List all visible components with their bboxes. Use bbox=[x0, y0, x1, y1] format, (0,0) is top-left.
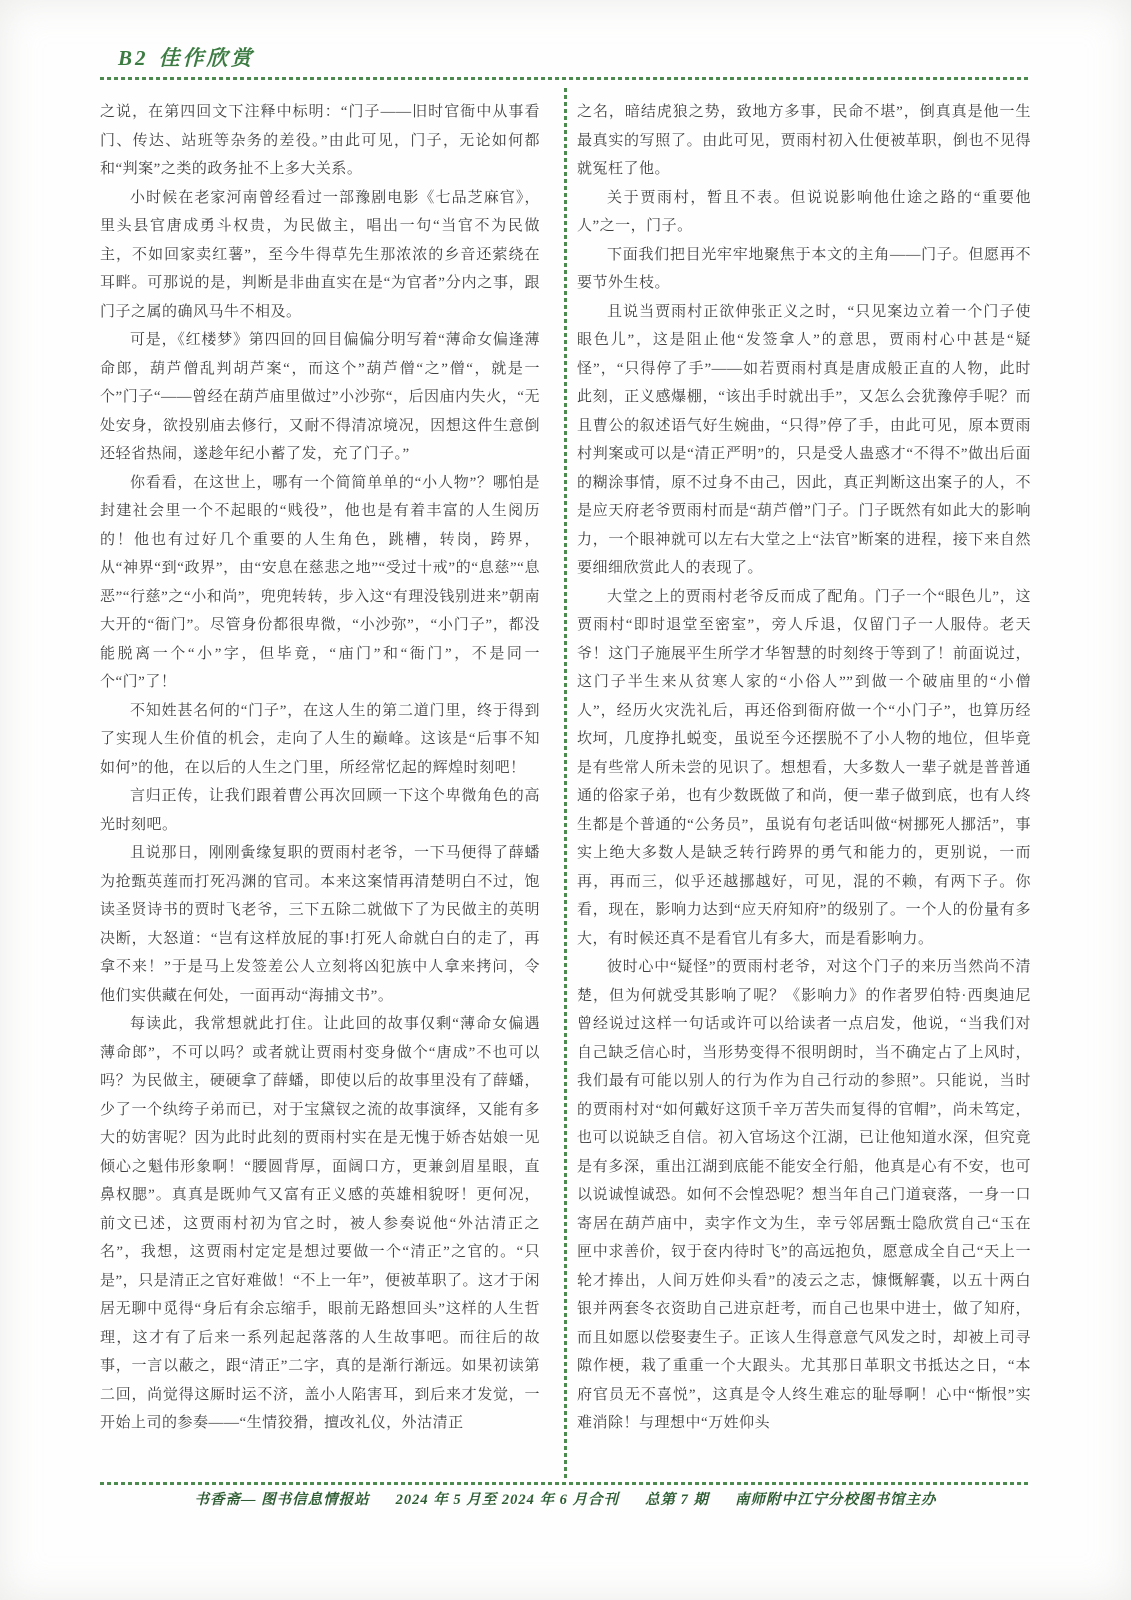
body-paragraph: 之说，在第四回文下注释中标明：“门子——旧时官衙中从事看门、传达、站班等杂务的差役。”由此可见，门子，无论如何都和“判案”之类的政务扯不上多大关系。 bbox=[100, 104, 540, 177]
body-paragraph: 且说那日，刚刚夤缘复职的贾雨村老爷，一下马便得了薛蟠为抢甄英莲而打死冯渊的官司。本来这案情再清楚明白不过，饱读圣贤诗书的贾时飞老爷，三下五除二就做下了为民做主的英明决断，大怒道：“岂有这样放屁的事!打死人命就白白的走了，再拿不来！”于是马上发签差公人立刻将凶犯族中人拿来拷问，令他们实供藏在何处，一面再动“海捕文书”。 bbox=[100, 845, 540, 1004]
footer-segment: 2024 年 5 月至 2024 年 6 月合刊 bbox=[395, 1492, 619, 1508]
body-paragraph: 不知姓甚名何的“门子”，在这人生的第二道门里，终于得到了实现人生价值的机会，走向了人生的巅峰。这该是“后事不知如何”的他，在以后的人生之门里，所经常忆起的辉煌时刻吧！ bbox=[100, 702, 540, 776]
section-title: 佳作欣赏 bbox=[158, 46, 255, 70]
body-paragraph: 之名，暗结虎狼之势，致地方多事，民命不堪”，倒真真是他一生最真实的写照了。由此可见，贾雨村初入仕便被革职，倒也不见得就冤枉了他。 bbox=[577, 104, 1031, 177]
page-footer bbox=[100, 1488, 1031, 1509]
right-column bbox=[577, 98, 1031, 1438]
footer-dotted-rule bbox=[100, 1482, 1031, 1485]
footer-segment: 总第 7 期 bbox=[645, 1492, 709, 1508]
body-paragraph: 每读此，我常想就此打住。让此回的故事仅剩“薄命女偏遇薄命郎”，不可以吗？或者就让贾雨村变身做个“唐成”不也可以吗？为民做主，硬硬拿了薛蟠，即使以后的故事里没有了薛蟠，少了一个纨绔子弟而已，对于宝黛钗之流的故事演绎，又能有多大的妨害呢？因为此时此刻的贾雨村实在是无愧于娇杏姑娘一见倾心之魁伟形象啊！“腰圆背厚，面阔口方，更兼剑眉星眼，直鼻权腮”。真真是既帅气又富有正义感的英雄相貌呀！更何况，前文已述，这贾雨村初为官之时，被人参奏说他“外沽清正之名”，我想，这贾雨村定定是想过要做一个“清正”之官的。“只是”，只是清正之官好难做！“不上一年”，便被革职了。这才于闲居无聊中觅得“身后有余忘缩手，眼前无路想回头”这样的人生哲理，这才有了后来一系列起起落落的人生故事吧。而往后的故事，一言以蔽之，跟“清正”二字，真的是渐行渐远。如果初读第二回，尚觉得这厮时运不济，盖小人陷害耳，到后来才发觉，一开始上司的参奏——“生情狡猾，擅改礼仪，外沽清正 bbox=[100, 1016, 540, 1431]
body-paragraph: 且说当贾雨村正欲伸张正义之时，“只见案边立着一个门子使眼色儿”，这是阻止他“发签拿人”的意思，贾雨村心中甚是“疑怪”，“只得停了手”——如若贾雨村真是唐成般正直的人物，此时此刻，正义感爆棚，“该出手时就出手”，又怎么会犹豫停手呢？而且曹公的叙述语气好生婉曲，“只得”停了手，由此可见，原本贾雨村判案或可以是“清正严明”的，只是受人蛊惑才“不得不”做出后面的糊涂事情，原不过身不由己，因此，真正判断这出案子的人，不是应天府老爷贾雨村而是“葫芦僧”门子。门子既然有如此大的影响力，一个眼神就可以左右大堂之上“法官”断案的进程，接下来自然要细细欣赏此人的表现了。 bbox=[577, 303, 1031, 576]
body-paragraph: 大堂之上的贾雨村老爷反而成了配角。门子一个“眼色儿”，这贾雨村“即时退堂至密室”，旁人斥退，仅留门子一人服侍。老天爷！这门子施展平生所学才华智慧的时刻终于等到了！前面说过，这门子半生来从贫寒人家的“小俗人””到做一个破庙里的“小僧人”，经历火灾洗礼后，再还俗到衙府做一个“小门子”，也算历经坎坷，几度挣扎蜕变，虽说至今还摆脱不了小人物的地位，但毕竟是有些常人所未尝的见识了。想想看，大多数人一辈子就是普普通通的俗家子弟，也有少数既做了和尚，便一辈子做到底，也有人终生都是个普通的“公务员”，虽说有句老话叫做“树挪死人挪活”，事实上绝大多数人是缺乏转行跨界的勇气和能力的，更别说，一而再，再而三，似乎还越挪越好，可见，混的不赖，有两下子。你看，现在，影响力达到“应天府知府”的级别了。一个人的份量有多大，有时候还真不是看官儿有多大，而是看影响力。 bbox=[577, 588, 1031, 947]
page-number-label: B2 bbox=[118, 46, 149, 70]
body-paragraph: 彼时心中“疑怪”的贾雨村老爷，对这个门子的来历当然尚不清楚，但为何就受其影响了呢？《影响力》的作者罗伯特·西奥迪尼曾经说过这样一句话或许可以给读者一点启发，他说，“当我们对自己缺乏信心时，当形势变得不很明朗时，当不确定占了上风时，我们最有可能以别人的行为作为自己行动的参照”。只能说，当时的贾雨村对“如何戴好这顶千辛万苦失而复得的官帽”，尚未笃定，也可以说缺乏自信。初入官场这个江湖，已让他知道水深，但究竟是有多深，重出江湖到底能不能安全行船，他真是心有不安，也可以说诚惶诚恐。如何不会惶恐呢？想当年自己门道衰落，一身一口寄居在葫芦庙中，卖字作文为生，幸亏邻居甄士隐欣赏自己“玉在匣中求善价，钗于奁内待时飞”的高远抱负，愿意成全自己“天上一轮才捧出，人间万姓仰头看”的凌云之志，慷慨解囊，以五十两白银并两套冬衣资助自己进京赶考，而自己也果中进士，做了知府，而且如愿以偿娶妻生子。正该人生得意意气风发之时，却被上司寻隙作梗，栽了重重一个大跟头。尤其那日革职文书抵达之日，“本府官员无不喜悦”，这真是令人终生难忘的耻辱啊！心中“惭恨”实难消除！与理想中“万姓仰头 bbox=[577, 959, 1031, 1431]
left-column bbox=[100, 98, 540, 1438]
footer-segment: 书香斋— 图书信息情报站 bbox=[194, 1492, 370, 1508]
body-paragraph: 你看看，在这世上，哪有一个简简单单的“小人物”？哪怕是封建社会里一个不起眼的“贱役”，他也是有着丰富的人生阅历的！他也有过好几个重要的人生角色，跳槽，转岗，跨界，从“神界“到“政界”，由“安息在慈悲之地”“受过十戒”的“息慈”“息恶”“行慈”之“小和尚”，兜兜转转，步入这“有理没钱别进来”朝南大开的“衙门”。尽管身份都很卑微，“小沙弥”，“小门子”，都没能脱离一个“小”字，但毕竟，“庙门”和“衙门”，不是同一个“门”了！ bbox=[100, 474, 540, 690]
body-paragraph: 言归正传，让我们跟着曹公再次回顾一下这个卑微角色的高光时刻吧。 bbox=[100, 788, 540, 833]
body-paragraph: 小时候在老家河南曾经看过一部豫剧电影《七品芝麻官》，里头县官唐成勇斗权贵，为民做主，唱出一句“当官不为民做主，不如回家卖红薯”，至今牛得草先生那浓浓的乡音还萦绕在耳畔。可那说的是，判断是非曲直实在是“为官者”分内之事，跟门子之属的确风马牛不相及。 bbox=[100, 189, 540, 320]
header-dotted-rule bbox=[100, 77, 1031, 80]
column-divider-rule bbox=[564, 88, 567, 1480]
body-paragraph: 关于贾雨村，暂且不表。但说说影响他仕途之路的“重要他人”之一，门子。 bbox=[577, 189, 1031, 234]
page-header bbox=[118, 42, 255, 72]
body-paragraph: 下面我们把目光牢牢地聚焦于本文的主角——门子。但愿再不要节外生枝。 bbox=[577, 246, 1031, 291]
body-paragraph: 可是，《红楼梦》第四回的回目偏偏分明写着“薄命女偏逢薄命郎，葫芦僧乱判胡芦案“，而这个”葫芦僧“之”僧“，就是一个”门子“——曾经在葫芦庙里做过”小沙弥“，后因庙内失火，“无处安身，欲投别庙去修行，又耐不得清凉境况，因想这件生意倒还轻省热闹，遂趁年纪小蓄了发，充了门子。” bbox=[100, 332, 540, 462]
footer-segment: 南师附中江宁分校图书馆主办 bbox=[735, 1492, 937, 1508]
